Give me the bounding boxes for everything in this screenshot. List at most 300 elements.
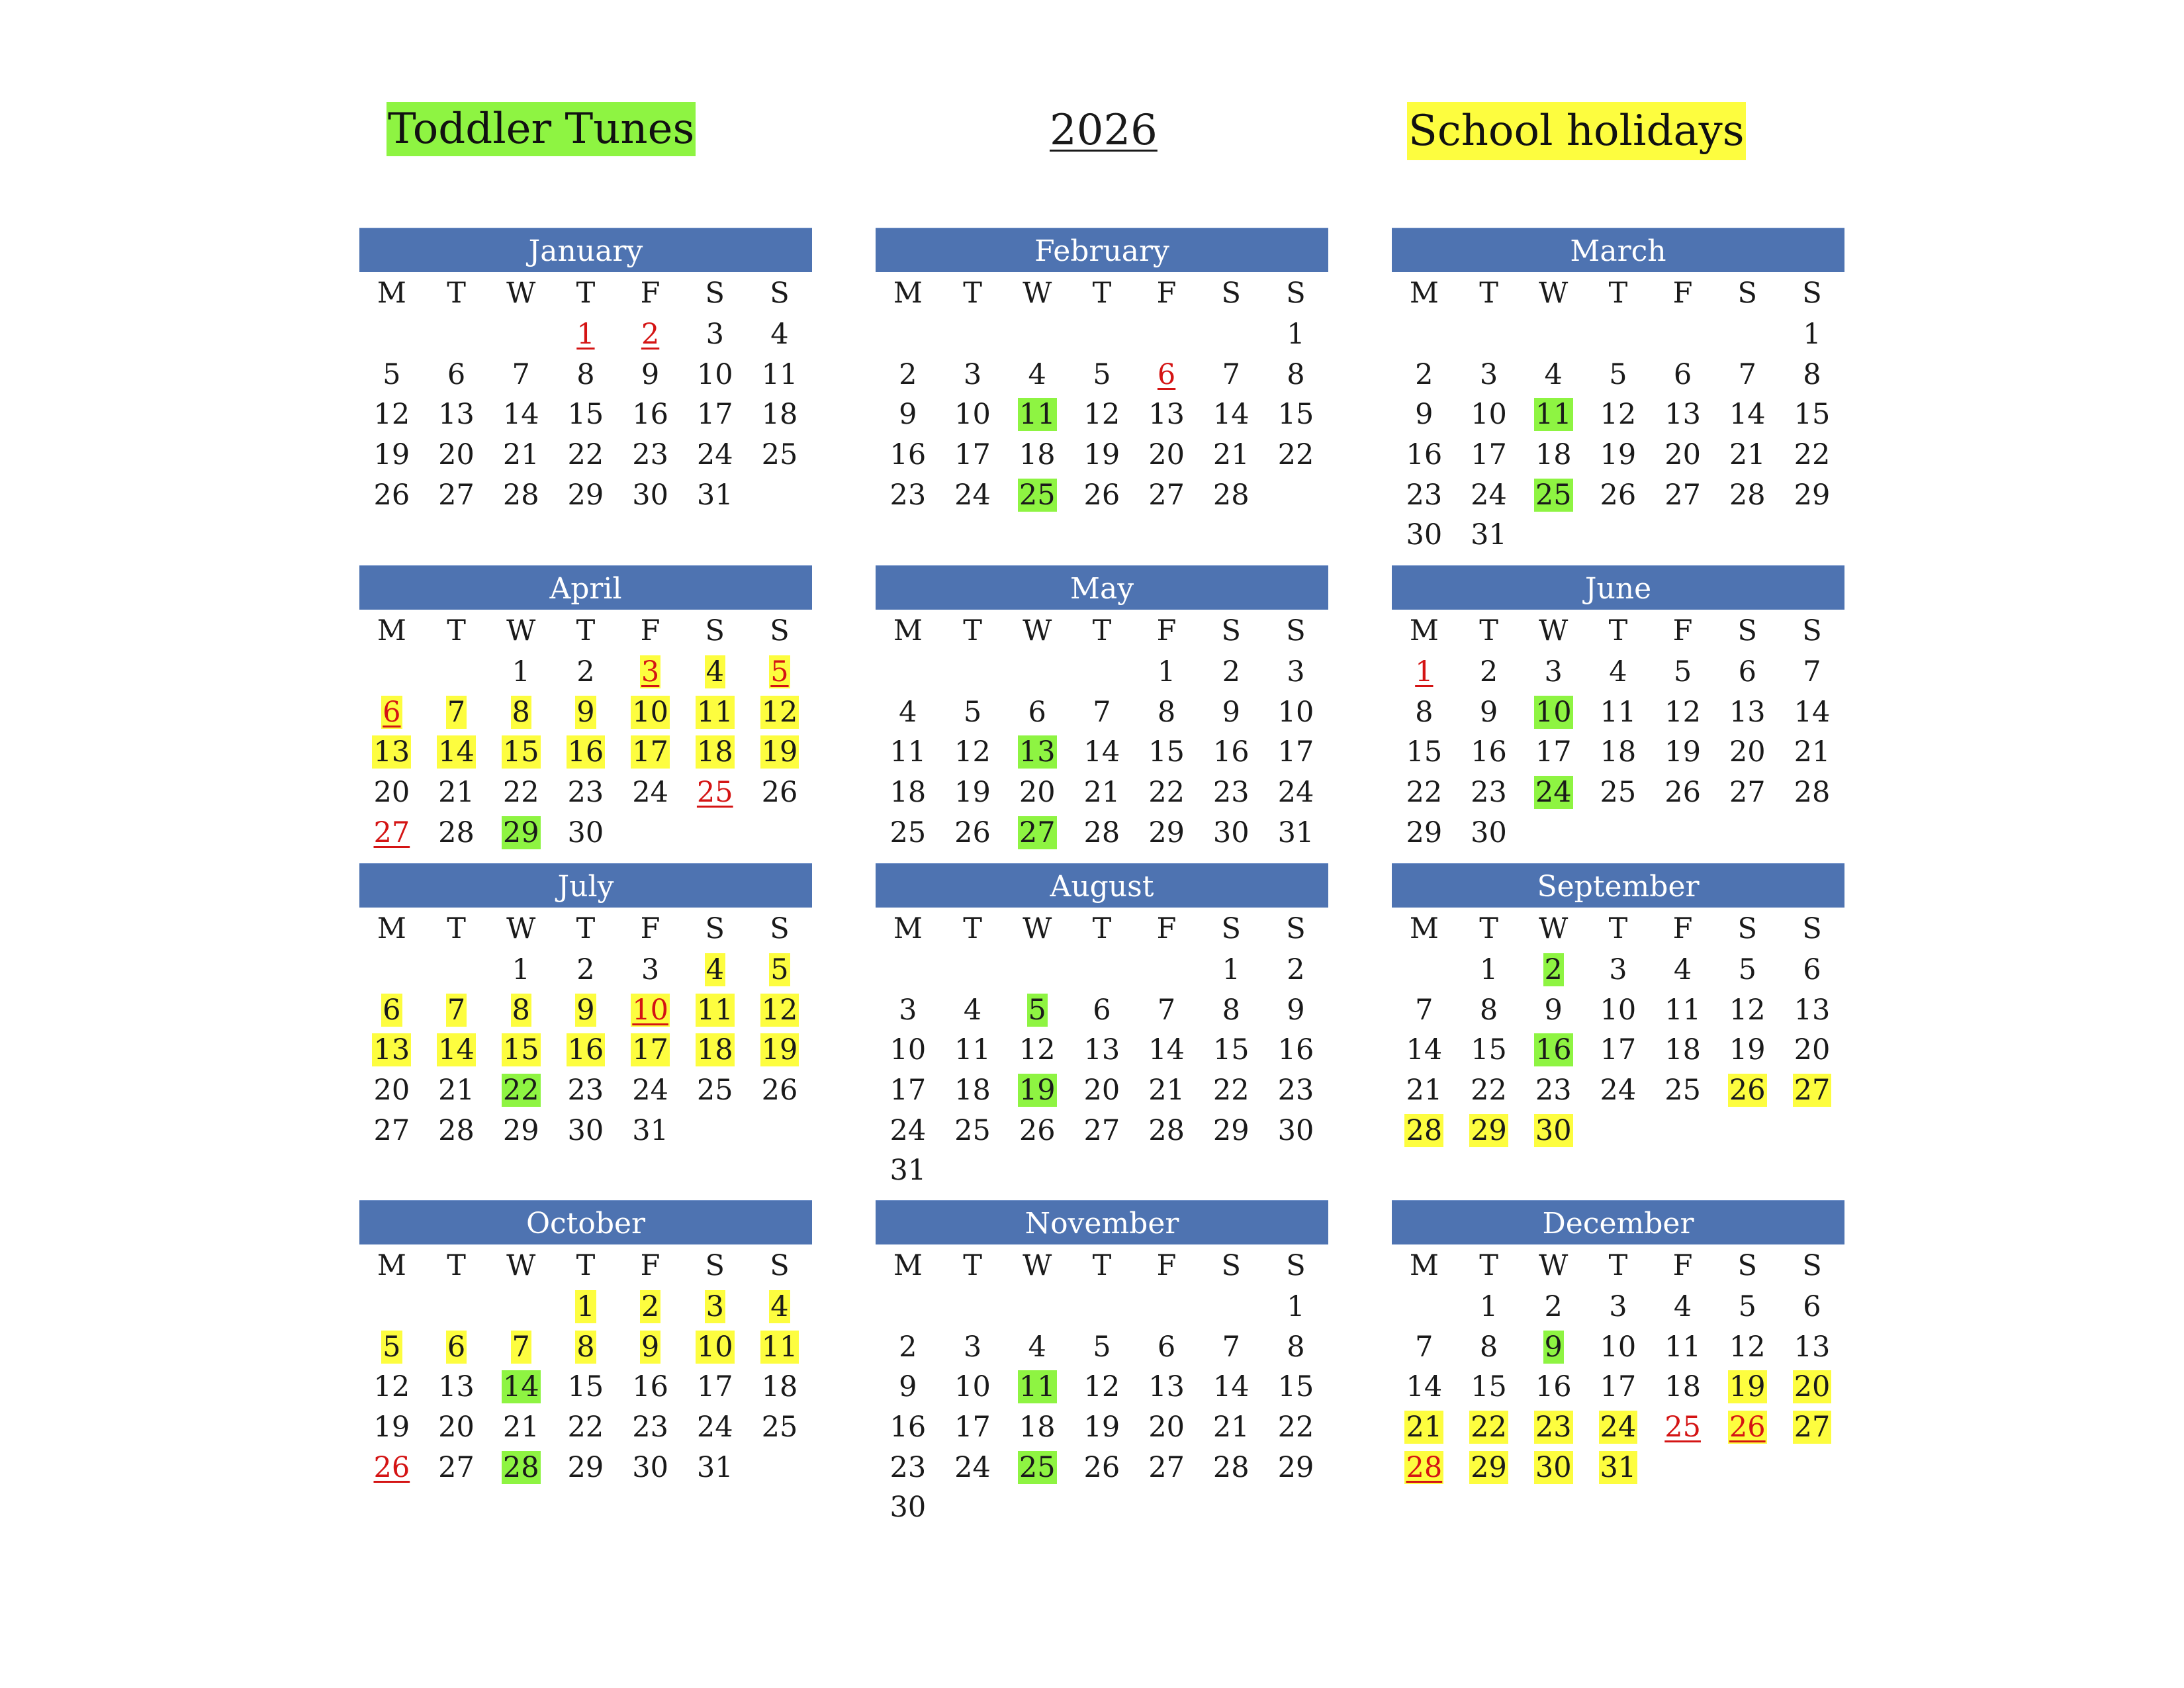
day-number: 2: [899, 357, 917, 391]
day-number: 16: [1212, 735, 1250, 769]
weekday-label: W: [506, 277, 536, 310]
day-cell: [876, 355, 940, 395]
day-number: 30: [1277, 1113, 1314, 1147]
day-cell: [1651, 1367, 1715, 1407]
day-cell: [1134, 1030, 1199, 1070]
empty-cell: [1521, 314, 1586, 355]
day-number: 11: [1019, 1370, 1056, 1404]
day-cell: [1134, 813, 1199, 853]
day-cell: [1263, 1070, 1328, 1111]
day-cell: [1392, 813, 1457, 853]
day-cell: [1005, 990, 1069, 1031]
weekday-label: F: [640, 614, 660, 647]
day-cell: [618, 990, 683, 1031]
day-number: 6: [383, 695, 401, 729]
day-number: 29: [502, 1113, 539, 1147]
weekday-label: T: [1479, 277, 1498, 310]
day-number: 19: [1664, 735, 1701, 769]
day-number: 27: [1794, 1074, 1831, 1107]
day-number: 13: [438, 1370, 475, 1404]
day-cell: [618, 950, 683, 990]
day-number: 14: [502, 398, 539, 432]
day-cell: [1069, 692, 1134, 733]
empty-cell: [940, 652, 1005, 692]
day-number: 2: [1544, 1290, 1563, 1323]
empty-cell: [1457, 314, 1522, 355]
day-number: 12: [761, 993, 798, 1027]
day-cell: [940, 1327, 1005, 1368]
day-cell: [1457, 950, 1522, 990]
day-number: 16: [632, 398, 668, 432]
day-cell: [1392, 692, 1457, 733]
day-number: 7: [1738, 357, 1756, 391]
weekday-label: T: [576, 912, 596, 945]
day-number: 26: [1729, 1411, 1766, 1444]
weekday-label: T: [1608, 277, 1628, 310]
day-cell: [1780, 990, 1844, 1031]
day-cell: [1651, 732, 1715, 773]
day-cell: [682, 1030, 747, 1070]
day-number: 27: [438, 478, 475, 512]
day-number: 5: [1673, 655, 1692, 688]
day-number: 18: [1019, 438, 1056, 472]
day-cell: [1134, 395, 1199, 435]
day-number: 6: [1157, 357, 1176, 391]
weekday-label: S: [1221, 912, 1242, 945]
day-cell: [1199, 1367, 1263, 1407]
day-number: 18: [954, 1074, 991, 1107]
day-number: 6: [1028, 695, 1046, 729]
day-number: 18: [889, 776, 927, 810]
day-cell: [747, 1367, 812, 1407]
day-cell: [1521, 1327, 1586, 1368]
day-number: 1: [1287, 318, 1305, 351]
day-number: 8: [1803, 357, 1821, 391]
day-cell: [618, 1030, 683, 1070]
day-number: 27: [1083, 1113, 1120, 1147]
day-number: 14: [438, 735, 475, 769]
day-number: 22: [1277, 1411, 1314, 1444]
day-cell: [876, 1111, 940, 1151]
day-cell: [1651, 1287, 1715, 1327]
day-cell: [1134, 355, 1199, 395]
empty-cell: [1005, 1287, 1069, 1327]
month-september: [1392, 863, 1844, 1150]
day-number: 10: [889, 1033, 927, 1067]
day-cell: [553, 1030, 618, 1070]
day-number: 3: [641, 953, 660, 986]
day-number: 16: [632, 1370, 668, 1404]
day-number: 21: [1083, 776, 1120, 810]
day-cell: [1586, 1030, 1651, 1070]
day-cell: [747, 314, 812, 355]
day-cell: [1457, 732, 1522, 773]
day-cell: [1521, 950, 1586, 990]
day-number: 3: [963, 357, 982, 391]
day-cell: [747, 732, 812, 773]
day-cell: [1199, 1407, 1263, 1448]
weekday-label: F: [640, 912, 660, 945]
empty-cell: [1651, 314, 1715, 355]
day-number: 20: [1148, 1411, 1185, 1444]
day-number: 5: [383, 357, 401, 391]
day-cell: [488, 395, 553, 435]
day-number: 19: [1729, 1370, 1766, 1404]
day-cell: [1134, 1407, 1199, 1448]
day-number: 18: [696, 735, 733, 769]
day-cell: [1780, 692, 1844, 733]
day-number: 26: [1664, 776, 1701, 810]
day-cell: [1134, 1111, 1199, 1151]
day-number: 5: [1738, 1290, 1756, 1323]
empty-cell: [876, 652, 940, 692]
empty-cell: [1392, 1287, 1457, 1327]
day-number: 24: [1277, 776, 1314, 810]
day-number: 26: [1019, 1113, 1056, 1147]
day-number: 8: [1287, 357, 1305, 391]
day-number: 8: [1222, 993, 1240, 1027]
weekday-label: S: [1737, 912, 1758, 945]
day-cell: [1521, 355, 1586, 395]
day-number: 15: [1471, 1033, 1507, 1067]
day-number: 23: [1406, 478, 1443, 512]
day-number: 5: [1028, 993, 1046, 1027]
month-june: [1392, 565, 1844, 853]
day-number: 28: [1406, 1113, 1443, 1147]
day-number: 1: [1157, 655, 1176, 688]
weekday-label: S: [1221, 614, 1242, 647]
day-number: 24: [1535, 776, 1572, 810]
day-number: 28: [502, 1450, 539, 1484]
day-number: 10: [696, 1330, 733, 1364]
empty-cell: [1715, 314, 1780, 355]
day-cell: [1005, 1070, 1069, 1111]
day-cell: [682, 395, 747, 435]
day-number: 31: [889, 1154, 927, 1188]
day-cell: [1005, 435, 1069, 475]
day-number: 2: [899, 1330, 917, 1364]
day-cell: [1005, 1030, 1069, 1070]
day-number: 17: [1535, 735, 1572, 769]
day-number: 30: [567, 816, 604, 849]
day-cell: [1263, 1448, 1328, 1488]
weekday-label: T: [963, 277, 982, 310]
weekday-label: T: [963, 912, 982, 945]
day-number: 10: [954, 398, 991, 432]
day-cell: [618, 395, 683, 435]
day-number: 3: [641, 655, 660, 688]
day-cell: [359, 435, 424, 475]
day-number: 13: [1083, 1033, 1120, 1067]
day-number: 11: [889, 735, 927, 769]
day-number: 27: [1148, 1450, 1185, 1484]
day-cell: [1005, 1448, 1069, 1488]
day-number: 21: [1794, 735, 1831, 769]
empty-cell: [1134, 314, 1199, 355]
month-november: [876, 1200, 1328, 1528]
day-cell: [1651, 1030, 1715, 1070]
day-number: 23: [567, 1074, 604, 1107]
day-number: 23: [1535, 1074, 1572, 1107]
day-number: 29: [1212, 1113, 1250, 1147]
day-cell: [940, 395, 1005, 435]
day-number: 27: [373, 816, 410, 849]
day-cell: [1263, 435, 1328, 475]
weekday-label: S: [1737, 277, 1758, 310]
day-cell: [424, 1367, 489, 1407]
day-number: 1: [512, 655, 530, 688]
day-number: 11: [761, 1330, 798, 1364]
empty-cell: [1199, 1287, 1263, 1327]
day-cell: [359, 1407, 424, 1448]
day-number: 12: [1083, 1370, 1120, 1404]
day-cell: [424, 773, 489, 813]
day-cell: [682, 355, 747, 395]
day-cell: [553, 314, 618, 355]
day-cell: [747, 990, 812, 1031]
day-number: 7: [512, 357, 530, 391]
day-cell: [1457, 475, 1522, 516]
day-number: 18: [761, 1370, 798, 1404]
day-number: 24: [696, 1411, 733, 1444]
day-cell: [940, 990, 1005, 1031]
weekday-label: S: [1221, 1249, 1242, 1282]
day-cell: [1199, 475, 1263, 516]
empty-cell: [488, 1287, 553, 1327]
day-number: 28: [502, 478, 539, 512]
day-number: 2: [1222, 655, 1240, 688]
day-cell: [1651, 773, 1715, 813]
day-cell: [682, 1367, 747, 1407]
day-number: 12: [373, 398, 410, 432]
day-number: 10: [1600, 993, 1637, 1027]
day-cell: [359, 395, 424, 435]
day-number: 12: [1664, 695, 1701, 729]
day-cell: [1715, 435, 1780, 475]
empty-cell: [1134, 1287, 1199, 1327]
day-cell: [1263, 813, 1328, 853]
day-number: 24: [954, 1450, 991, 1484]
day-number: 12: [761, 695, 798, 729]
day-number: 26: [761, 1074, 798, 1107]
day-number: 26: [1083, 478, 1120, 512]
day-cell: [424, 1030, 489, 1070]
weekday-label: T: [576, 277, 596, 310]
day-cell: [1134, 692, 1199, 733]
day-cell: [1780, 355, 1844, 395]
day-cell: [1586, 475, 1651, 516]
day-number: 19: [761, 735, 798, 769]
day-cell: [1134, 990, 1199, 1031]
day-number: 13: [438, 398, 475, 432]
day-cell: [424, 435, 489, 475]
day-number: 9: [1222, 695, 1240, 729]
day-number: 2: [1415, 357, 1433, 391]
day-cell: [1521, 732, 1586, 773]
day-number: 31: [1600, 1450, 1637, 1484]
day-number: 3: [1287, 655, 1305, 688]
day-number: 16: [889, 1411, 927, 1444]
day-cell: [359, 813, 424, 853]
day-number: 7: [1803, 655, 1821, 688]
month-header: April: [359, 565, 812, 610]
weekday-label: F: [1672, 614, 1693, 647]
month-august: [876, 863, 1328, 1191]
day-cell: [618, 1070, 683, 1111]
day-cell: [1069, 475, 1134, 516]
weekday-label: S: [1286, 277, 1306, 310]
day-cell: [876, 1150, 940, 1191]
day-number: 11: [1535, 398, 1572, 432]
day-cell: [1199, 395, 1263, 435]
day-number: 18: [696, 1033, 733, 1067]
day-number: 4: [705, 953, 724, 986]
day-cell: [1199, 435, 1263, 475]
day-number: 25: [954, 1113, 991, 1147]
day-cell: [1392, 732, 1457, 773]
day-number: 20: [438, 438, 475, 472]
day-cell: [876, 1487, 940, 1528]
day-number: 15: [1212, 1033, 1250, 1067]
day-number: 19: [1083, 438, 1120, 472]
day-number: 6: [383, 993, 401, 1027]
day-number: 8: [1157, 695, 1176, 729]
day-cell: [876, 435, 940, 475]
day-number: 22: [1471, 1074, 1507, 1107]
day-cell: [359, 475, 424, 516]
day-cell: [1263, 1407, 1328, 1448]
day-cell: [1134, 1448, 1199, 1488]
day-cell: [618, 1407, 683, 1448]
weekday-label: M: [1409, 1249, 1439, 1282]
day-number: 14: [1794, 695, 1831, 729]
month-header: December: [1392, 1200, 1844, 1244]
day-number: 6: [447, 357, 466, 391]
day-cell: [940, 1448, 1005, 1488]
empty-cell: [1392, 950, 1457, 990]
day-cell: [1586, 950, 1651, 990]
day-cell: [1199, 652, 1263, 692]
day-number: 11: [1664, 1330, 1701, 1364]
day-cell: [1263, 1327, 1328, 1368]
weekday-label: T: [1608, 912, 1628, 945]
day-number: 29: [502, 816, 539, 849]
day-cell: [1780, 732, 1844, 773]
day-cell: [1263, 1287, 1328, 1327]
day-number: 16: [1471, 735, 1507, 769]
day-number: 9: [576, 695, 595, 729]
day-number: 5: [963, 695, 982, 729]
day-cell: [1586, 652, 1651, 692]
day-cell: [940, 475, 1005, 516]
day-cell: [1199, 1327, 1263, 1368]
day-cell: [1263, 692, 1328, 733]
day-cell: [940, 692, 1005, 733]
day-number: 10: [1277, 695, 1314, 729]
day-number: 3: [1609, 1290, 1627, 1323]
day-cell: [1263, 395, 1328, 435]
day-number: 30: [1212, 816, 1250, 849]
weekday-label: T: [1608, 614, 1628, 647]
day-cell: [1392, 990, 1457, 1031]
day-cell: [488, 1407, 553, 1448]
day-number: 24: [889, 1113, 927, 1147]
day-cell: [682, 475, 747, 516]
day-cell: [682, 1407, 747, 1448]
day-cell: [1586, 1367, 1651, 1407]
day-number: 13: [1148, 398, 1185, 432]
day-cell: [682, 652, 747, 692]
day-number: 2: [1287, 953, 1305, 986]
day-cell: [876, 1407, 940, 1448]
day-cell: [424, 1111, 489, 1151]
day-cell: [1392, 515, 1457, 555]
day-cell: [1780, 314, 1844, 355]
day-cell: [1263, 1367, 1328, 1407]
year-title: 2026: [1050, 106, 1158, 155]
day-number: 7: [1415, 1330, 1433, 1364]
day-cell: [1521, 435, 1586, 475]
day-number: 20: [1148, 438, 1185, 472]
day-number: 22: [502, 776, 539, 810]
day-number: 15: [1277, 398, 1314, 432]
day-cell: [1005, 1407, 1069, 1448]
day-cell: [553, 813, 618, 853]
day-cell: [1263, 732, 1328, 773]
empty-cell: [359, 950, 424, 990]
day-cell: [1457, 435, 1522, 475]
day-number: 9: [576, 993, 595, 1027]
day-cell: [1780, 1287, 1844, 1327]
day-cell: [1199, 1111, 1263, 1151]
day-cell: [424, 475, 489, 516]
day-number: 26: [373, 1450, 410, 1484]
empty-cell: [876, 950, 940, 990]
day-cell: [1586, 1448, 1651, 1488]
day-cell: [1651, 652, 1715, 692]
day-number: 5: [1738, 953, 1756, 986]
day-cell: [876, 990, 940, 1031]
day-cell: [1521, 395, 1586, 435]
day-cell: [359, 692, 424, 733]
day-cell: [1005, 1111, 1069, 1151]
weekday-label: M: [377, 614, 406, 647]
day-cell: [1392, 652, 1457, 692]
day-cell: [488, 773, 553, 813]
day-number: 22: [1471, 1411, 1507, 1444]
day-number: 7: [512, 1330, 530, 1364]
day-number: 12: [1083, 398, 1120, 432]
day-cell: [940, 773, 1005, 813]
day-cell: [1069, 1070, 1134, 1111]
day-cell: [359, 1111, 424, 1151]
day-cell: [1651, 1070, 1715, 1111]
day-number: 20: [1664, 438, 1701, 472]
day-number: 21: [1212, 438, 1250, 472]
weekday-label: T: [447, 277, 466, 310]
day-cell: [1069, 1327, 1134, 1368]
day-number: 22: [1277, 438, 1314, 472]
day-number: 29: [1471, 1113, 1507, 1147]
day-cell: [1069, 813, 1134, 853]
day-cell: [618, 1287, 683, 1327]
day-number: 28: [1212, 1450, 1250, 1484]
day-cell: [553, 773, 618, 813]
day-cell: [747, 355, 812, 395]
day-cell: [1392, 395, 1457, 435]
day-cell: [359, 355, 424, 395]
day-cell: [1457, 1111, 1522, 1151]
